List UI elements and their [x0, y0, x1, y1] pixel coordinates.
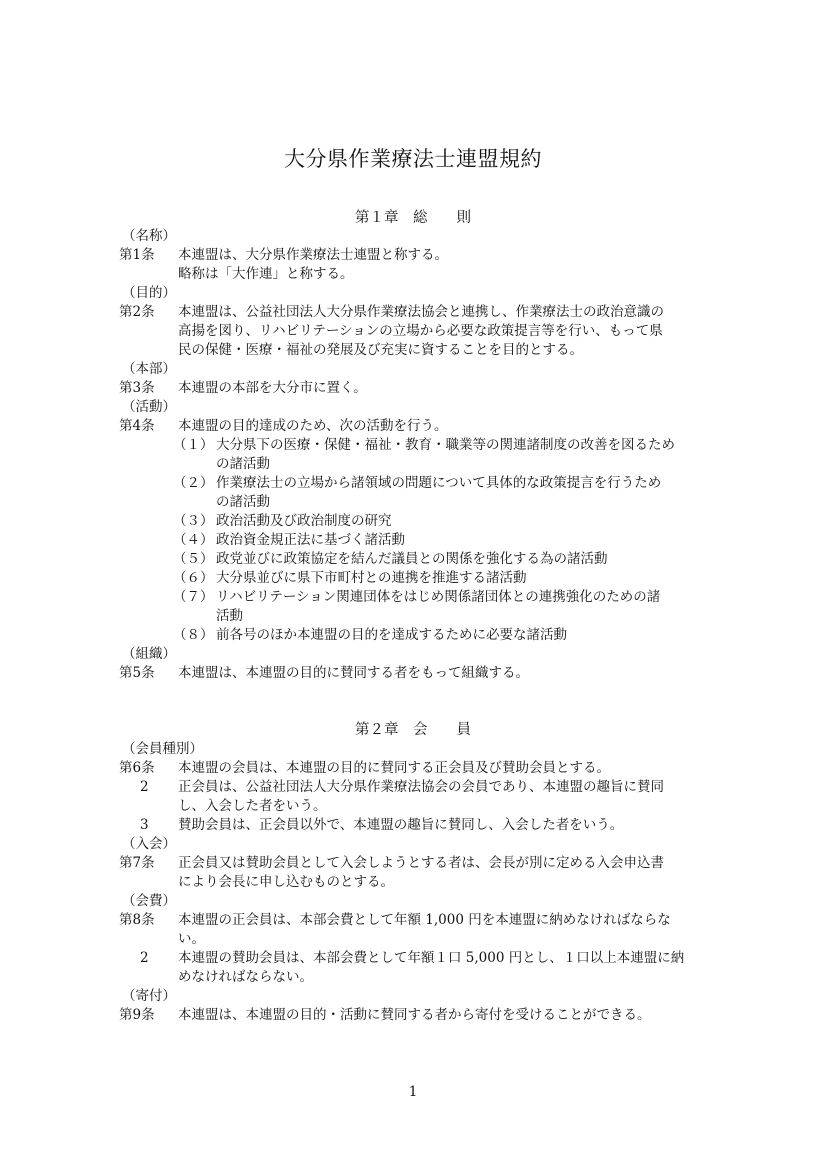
list-item-number: （６） — [173, 570, 214, 586]
list-item-text: 政治活動及び政治制度の研究 — [216, 513, 392, 529]
article-4-number: 第4条 — [119, 418, 155, 434]
list-item-text: 政党並びに政策協定を結んだ議員との関係を強化する為の諸活動 — [216, 551, 608, 567]
article-7-text: により会長に申し込むものとする。 — [178, 874, 394, 890]
article-8-text: い。 — [178, 931, 205, 947]
article-9-text: 本連盟は、本連盟の目的・活動に賛同する者から寄付を受けることができる。 — [178, 1007, 651, 1023]
caption-organization: （組織） — [122, 646, 176, 662]
article-5-text: 本連盟は、本連盟の目的に賛同する者をもって組織する。 — [178, 665, 529, 681]
caption-purpose: （目的） — [122, 285, 176, 301]
list-item-text: 前各号のほか本連盟の目的を達成するために必要な諸活動 — [216, 627, 567, 643]
article-8-text: 本連盟の正会員は、本部会費として年額 1,000 円を本連盟に納めなければならな — [178, 912, 671, 928]
article-7-number: 第7条 — [119, 855, 155, 871]
caption-fee: （会費） — [122, 893, 176, 909]
article-8-number: 第8条 — [119, 912, 155, 928]
list-item-text: リハビリテーション関連団体をはじめ関係諸団体との連携強化のための諸 — [216, 589, 661, 605]
chapter-1-heading: 第１章 総 則 — [355, 210, 471, 226]
article-2-text: 本連盟は、公益社団法人大分県作業療法協会と連携し、作業療法士の政治意識の — [178, 304, 664, 320]
caption-office: （本部） — [122, 361, 176, 377]
list-item-number: （８） — [173, 627, 214, 643]
caption-name: （名称） — [122, 228, 176, 244]
list-item-number: （５） — [173, 551, 214, 567]
list-item-text: 作業療法士の立場から諸領域の問題について具体的な政策提言を行うため — [216, 475, 662, 491]
list-item-number: （４） — [173, 532, 214, 548]
list-item-text: 活動 — [216, 608, 243, 624]
article-6-text: 本連盟の会員は、本連盟の目的に賛同する正会員及び賛助会員とする。 — [178, 760, 610, 776]
list-item-number: （７） — [173, 589, 214, 605]
list-item-text: 政治資金規正法に基づく諸活動 — [216, 532, 405, 548]
article-3-text: 本連盟の本部を大分市に置く。 — [178, 380, 367, 396]
caption-member-types: （会員種別） — [122, 741, 203, 757]
chapter-2-heading: 第２章 会 員 — [355, 722, 471, 738]
caption-join: （入会） — [122, 836, 176, 852]
article-9-number: 第9条 — [119, 1007, 155, 1023]
list-item-text: 大分県並びに県下市町村との連携を推進する諸活動 — [216, 570, 527, 586]
paragraph-number: 2 — [140, 779, 149, 795]
caption-activity: （活動） — [122, 399, 176, 415]
article-1-text: 略称は「大作連」と称する。 — [178, 266, 354, 282]
article-5-number: 第5条 — [119, 665, 155, 681]
article-6-text: 正会員は、公益社団法人大分県作業療法協会の会員であり、本連盟の趣旨に賛同 — [178, 779, 664, 795]
article-4-text: 本連盟の目的達成のため、次の活動を行う。 — [178, 418, 448, 434]
article-3-number: 第3条 — [119, 380, 155, 396]
list-item-text: の諸活動 — [216, 494, 270, 510]
list-item-text: 大分県下の医療・保健・福祉・教育・職業等の関連諸制度の改善を図るため — [216, 437, 675, 453]
article-6-text: し、入会した者をいう。 — [178, 798, 327, 814]
page-number: 1 — [408, 1084, 418, 1100]
article-2-text: 民の保健・医療・福祉の発展及び充実に資することを目的とする。 — [178, 342, 583, 358]
list-item-number: （１） — [173, 437, 214, 453]
article-2-text: 高揚を図り、リハビリテーションの立場から必要な政策提言等を行い、もって県 — [178, 323, 663, 339]
article-7-text: 正会員又は賛助会員として入会しようとする者は、会長が別に定める入会申込書 — [178, 855, 664, 871]
paragraph-number: 3 — [140, 817, 149, 833]
article-8-text: 本連盟の賛助会員は、本部会費として年額１口 5,000 円とし、１口以上本連盟に納 — [178, 950, 685, 966]
document-title: 大分県作業療法士連盟規約 — [284, 147, 542, 171]
article-6-text: 賛助会員は、正会員以外で、本連盟の趣旨に賛同し、入会した者をいう。 — [178, 817, 624, 833]
list-item-number: （２） — [173, 475, 214, 491]
paragraph-number: 2 — [140, 950, 149, 966]
article-1-number: 第1条 — [119, 247, 155, 263]
list-item-number: （３） — [173, 513, 214, 529]
article-8-text: めなければならない。 — [178, 969, 313, 985]
caption-donation: （寄付） — [122, 988, 176, 1004]
article-6-number: 第6条 — [119, 760, 155, 776]
list-item-text: の諸活動 — [216, 456, 270, 472]
article-1-text: 本連盟は、大分県作業療法士連盟と称する。 — [178, 247, 448, 263]
article-2-number: 第2条 — [119, 304, 155, 320]
